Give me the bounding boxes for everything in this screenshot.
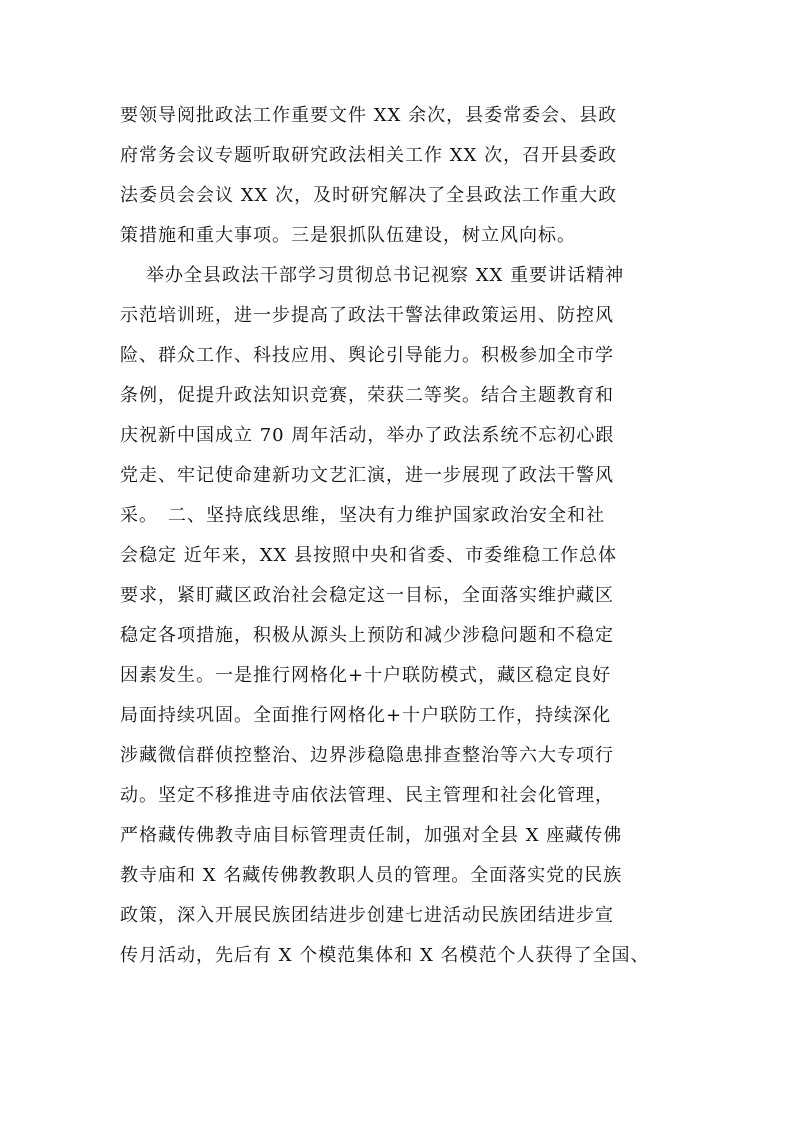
text-line: 政策，深入开展民族团结进步创建七进活动民族团结进步宣 [120, 905, 614, 926]
text-line: 因素发生。一是推行网格化+十户联防模式，藏区稳定良好 [120, 665, 612, 686]
text-line: 局面持续巩固。全面推行网格化+十户联防工作，持续深化 [120, 705, 612, 726]
text-line: 要领导阅批政法工作重要文件 XX 余次，县委常委会、县政 [120, 105, 618, 126]
text-line: 党走、牢记使命建新功文艺汇演，进一步展现了政法干警风 [120, 465, 614, 486]
body-text [120, 96, 680, 976]
text-line: 示范培训班，进一步提高了政法干警法律政策运用、防控风 [120, 305, 614, 326]
text-line: 条例，促提升政法知识竞赛，荣获二等奖。结合主题教育和 [120, 385, 614, 406]
text-line: 涉藏微信群侦控整治、边界涉稳隐患排查整治等六大专项行 [120, 745, 614, 766]
text-line: 严格藏传佛教寺庙目标管理责任制，加强对全县 X 座藏传佛 [120, 825, 623, 846]
text-line: 动。坚定不移推进寺庙依法管理、民主管理和社会化管理， [120, 785, 614, 806]
text-line: 险、群众工作、科技应用、舆论引导能力。积极参加全市学 [120, 345, 614, 366]
text-line: 会稳定 近年来，XX 县按照中央和省委、市委维稳工作总体 [120, 545, 618, 566]
text-line: 采。 二、坚持底线思维，坚决有力维护国家政治安全和社 [120, 505, 605, 526]
text-line: 稳定各项措施，积极从源头上预防和减少涉稳问题和不稳定 [120, 625, 614, 646]
text-line: 庆祝新中国成立 70 周年活动，举办了政法系统不忘初心跟 [120, 425, 615, 446]
text-line: 教寺庙和 X 名藏传佛教教职人员的管理。全面落实党的民族 [120, 865, 623, 886]
text-line: 传月活动，先后有 X 个模范集体和 X 名模范个人获得了全国、 [120, 945, 650, 966]
text-line: 举办全县政法干部学习贯彻总书记视察 XX 重要讲话精神 [146, 265, 625, 286]
text-line: 府常务会议专题听取研究政法相关工作 XX 次，召开县委政 [120, 145, 618, 166]
text-line: 策措施和重大事项。三是狠抓队伍建设，树立风向标。 [120, 225, 576, 246]
text-line: 法委员会会议 XX 次，及时研究解决了全县政法工作重大政 [120, 185, 618, 206]
text-line: 要求，紧盯藏区政治社会稳定这一目标，全面落实维护藏区 [120, 585, 614, 606]
